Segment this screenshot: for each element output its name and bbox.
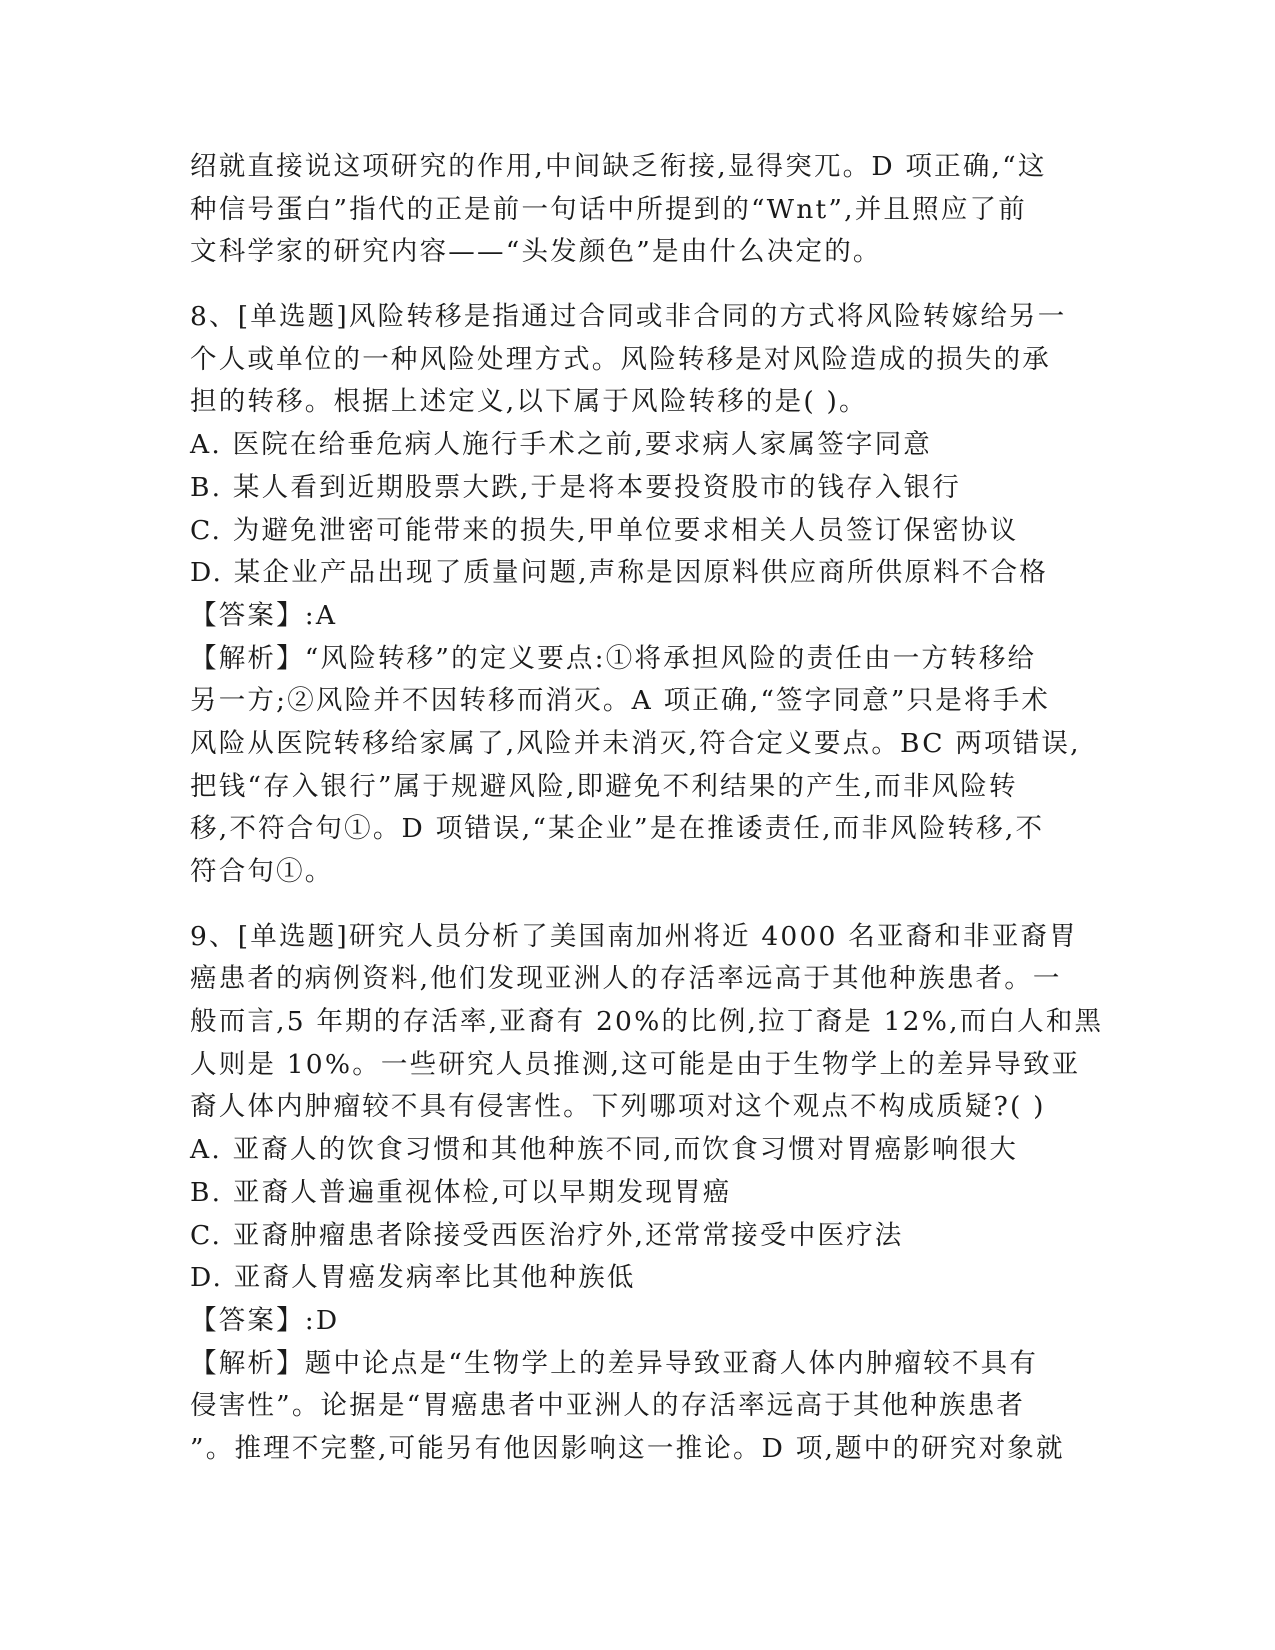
text-line: 个人或单位的一种风险处理方式。风险转移是对风险造成的损失的承: [190, 343, 1051, 375]
text-line: 侵害性”。论据是“胃癌患者中亚洲人的存活率远高于其他种族患者: [190, 1390, 1026, 1422]
option-d: D. 亚裔人胃癌发病率比其他种族低: [190, 1262, 636, 1294]
text-line: 把钱“存入银行”属于规避风险,即避免不利结果的产生,而非风险转: [190, 770, 1018, 802]
text-line: 9、[单选题]研究人员分析了美国南加州将近 4000 名亚裔和非亚裔胃: [190, 920, 1078, 952]
option-c: C. 亚裔肿瘤患者除接受西医治疗外,还常常接受中医疗法: [190, 1219, 904, 1251]
question-9: [190, 916, 1104, 1471]
text-line: 符合句①。: [190, 856, 334, 887]
question-options: [190, 424, 1080, 595]
text-line: 【解析】题中论点是“生物学上的差异导致亚裔人体内肿瘤较不具有: [190, 1347, 1039, 1379]
analysis-paragraph: [190, 1343, 1080, 1471]
question-stem: [190, 296, 1080, 424]
option-a: A. 亚裔人的饮食习惯和其他种族不同,而饮食习惯对胃癌影响很大: [190, 1134, 1019, 1166]
text-line: 种信号蛋白”指代的正是前一句话中所提到的“Wnt”,并且照应了前: [190, 193, 1027, 225]
analysis-paragraph: [190, 638, 1080, 894]
intro-paragraph: [190, 146, 1080, 274]
option-d: D. 某企业产品出现了质量问题,声称是因原料供应商所供原料不合格: [190, 557, 1048, 589]
text-line: ”。推理不完整,可能另有他因影响这一推论。D 项,题中的研究对象就: [190, 1432, 1065, 1464]
text-line: 8、[单选题]风险转移是指通过合同或非合同的方式将风险转嫁给另一: [190, 301, 1067, 333]
text-line: 风险从医院转移给家属了,风险并未消灭,符合定义要点。BC 两项错误,: [190, 727, 1081, 759]
question-8: [190, 296, 1080, 894]
text-line: 绍就直接说这项研究的作用,中间缺乏衔接,显得突兀。D 项正确,“这: [190, 151, 1047, 182]
question-options: [190, 1129, 1080, 1300]
text-line: 癌患者的病例资料,他们发现亚洲人的存活率远高于其他种族患者。一: [190, 963, 1062, 995]
answer-line: 【答案】:D: [190, 1304, 340, 1336]
text-line: 裔人体内肿瘤较不具有侵害性。下列哪项对这个观点不构成质疑?( ): [190, 1091, 1046, 1123]
option-b: B. 某人看到近期股票大跌,于是将本要投资股市的钱存入银行: [190, 471, 962, 503]
text-line: 移,不符合句①。D 项错误,“某企业”是在推诿责任,而非风险转移,不: [190, 813, 1045, 845]
text-line: 人则是 10%。一些研究人员推测,这可能是由于生物学上的差异导致亚: [190, 1048, 1081, 1080]
option-c: C. 为避免泄密可能带来的损失,甲单位要求相关人员签订保密协议: [190, 514, 1019, 546]
text-line: 【解析】“风险转移”的定义要点:①将承担风险的责任由一方转移给: [190, 642, 1037, 674]
text-line: 般而言,5 年期的存活率,亚裔有 20%的比例,拉丁裔是 12%,而白人和黑: [190, 1006, 1104, 1038]
question-stem: [190, 916, 1104, 1129]
document-page: [190, 146, 1104, 1471]
answer-line: 【答案】:A: [190, 599, 338, 631]
text-line: 另一方;②风险并不因转移而消灭。A 项正确,“签字同意”只是将手术: [190, 685, 1051, 717]
text-line: 担的转移。根据上述定义,以下属于风险转移的是( )。: [190, 386, 868, 418]
option-a: A. 医院在给垂危病人施行手术之前,要求病人家属签字同意: [190, 429, 933, 461]
option-b: B. 亚裔人普遍重视体检,可以早期发现胃癌: [190, 1176, 732, 1208]
text-line: 文科学家的研究内容——“头发颜色”是由什么决定的。: [190, 236, 882, 268]
